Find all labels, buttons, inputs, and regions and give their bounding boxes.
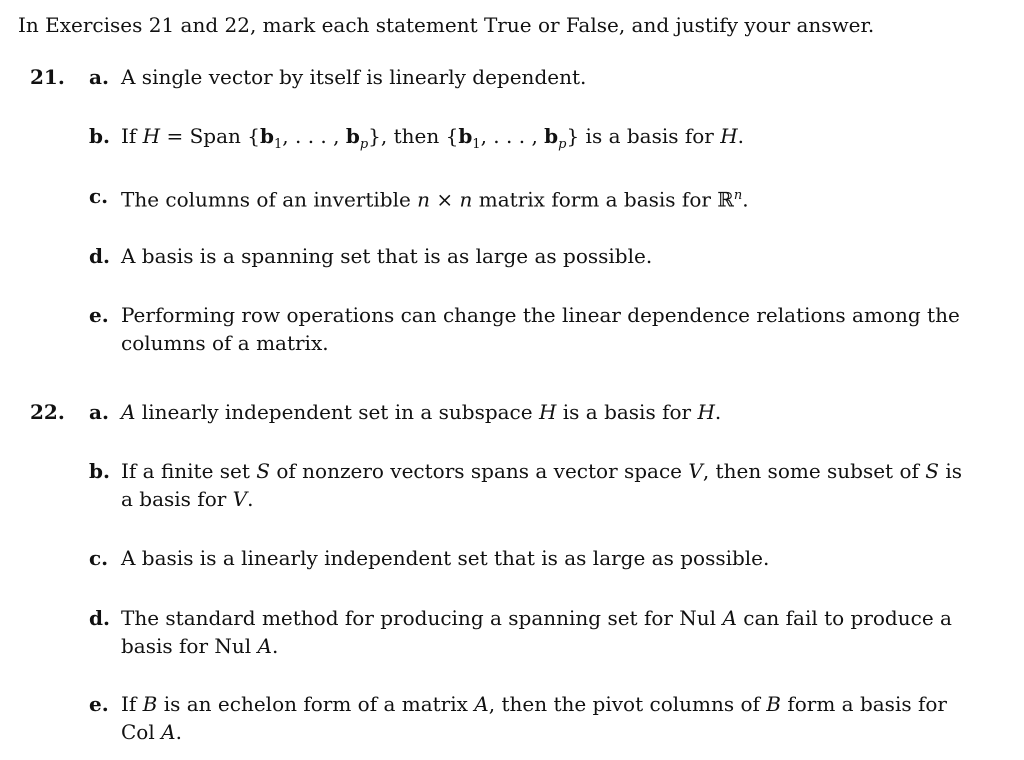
item-text: If H = Span {$b_1$, . . . , $b_p$}, then {$b_1$, . . . , $b_p$} is a basis for H. — [121, 124, 745, 152]
exercise-22b — [89, 457, 965, 513]
exercise-22-number: 22. — [30, 400, 65, 424]
item-label: d. — [89, 606, 110, 630]
exercise-22c — [89, 544, 965, 572]
item-text: A linearly independent set in a subspace H is a basis for H. — [121, 400, 722, 424]
item-text: If B is an echelon form of a matrix A, then the pivot columns of B form a basis for Col A. — [121, 692, 947, 744]
item-text: Performing row operations can change the linear dependence relations among the columns of a matrix. — [121, 303, 960, 355]
exercise-21d — [89, 242, 965, 270]
item-text: A basis is a linearly independent set that is as large as possible. — [121, 546, 770, 570]
exercise-22a — [89, 398, 965, 426]
item-label: b. — [89, 459, 110, 483]
item-label: e. — [89, 692, 109, 716]
exercise-21e — [89, 301, 965, 357]
item-label: a. — [89, 65, 109, 89]
exercise-21a — [89, 63, 965, 91]
item-label: b. — [89, 124, 110, 148]
exercise-21b — [89, 122, 965, 159]
instructions: In Exercises 21 and 22, mark each statement True or False, and justify your answer. — [18, 13, 875, 37]
exercise-21-number: 21. — [30, 65, 65, 89]
item-label: a. — [89, 400, 109, 424]
item-text: A basis is a spanning set that is as large as possible. — [121, 244, 653, 268]
item-text: If a finite set S of nonzero vectors spans a vector space V, then some subset of S is a basis for V. — [121, 459, 962, 511]
item-text: The columns of an invertible n × n matrix form a basis for ℝ$^n$. — [121, 187, 749, 212]
exercise-22e — [89, 690, 965, 746]
exercise-21c — [89, 182, 965, 214]
item-text: The standard method for producing a spanning set for Nul A can fail to produce a basis for Nul A. — [121, 606, 952, 658]
item-label: e. — [89, 303, 109, 327]
item-label: c. — [89, 184, 109, 208]
item-label: c. — [89, 546, 109, 570]
item-label: d. — [89, 244, 110, 268]
item-text: A single vector by itself is linearly dependent. — [121, 65, 587, 89]
exercise-22d — [89, 604, 965, 660]
